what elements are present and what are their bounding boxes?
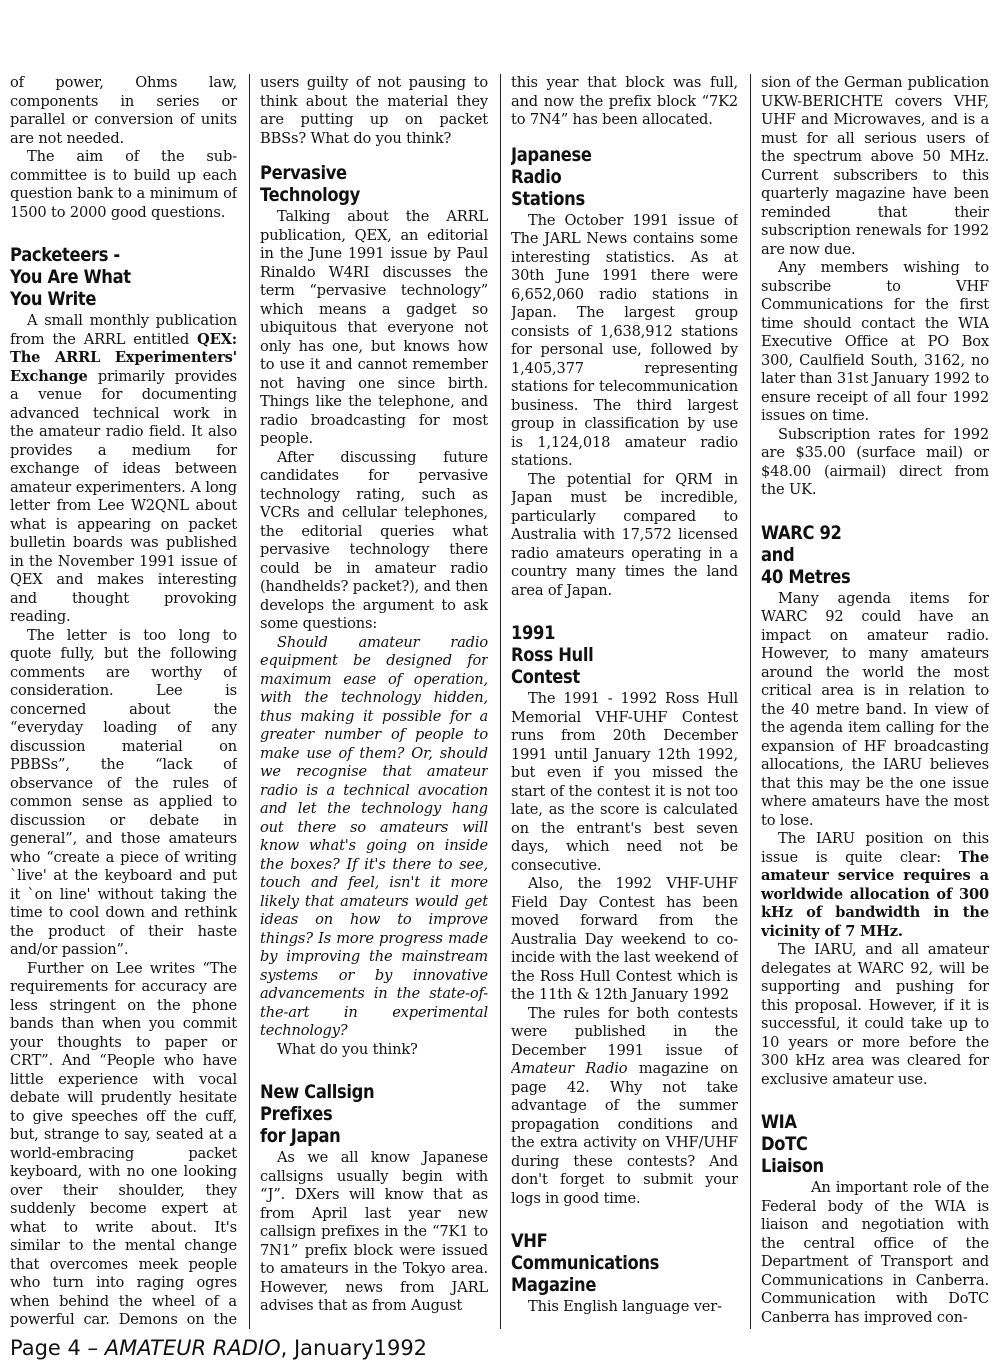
paragraph: The October 1991 issue of The JARL News contains some interesting statistics. As at 30th June 1991 there were 6,652,060 radio stations in Japan. The largest group consists of 1,638,912 stations for personal use, followed by 1,405,377 representing stations for telecommunication business. The third largest group in classification by use is 1,124,018 amateur radio stations.: [511, 211, 738, 469]
qex-title: QEX: The ARRL Experimenters' Exchange: [10, 330, 237, 385]
heading-wia-dotc-liaison: WIA DoTC Liaison: [761, 1111, 824, 1177]
paragraph: of power, Ohms law, components in series or parallel or conversion of units are not needed.: [10, 74, 237, 147]
column-2: [260, 74, 488, 1329]
paragraph: The aim of the sub-committee is to build up each question bank to a minimum of 1500 to 2000 good questions.: [10, 148, 237, 221]
heading-ross-hull-contest: 1991 Ross Hull Contest: [511, 622, 594, 688]
heading-packeteers: Packeteers - You Are What You Write: [10, 244, 131, 310]
paragraph: sion of the German publication UKW-BERICHTE covers VHF, UHF and Microwaves, and is a must for all serious users of the spectrum above 50 MHz. Current subscribers to this quarterly magazine have been reminded that their subscription renewals for 1992 are now due.: [761, 74, 989, 258]
paragraph: As we all know Japanese callsigns usually begin with “J”. DXers will know that as from April last year new callsign prefixes in the “7K1 to 7N1” prefix block were issued to amateurs in the Tokyo area. However, news from JARL advises that as from August: [260, 1149, 488, 1314]
paragraph: Also, the 1992 VHF-UHF Field Day Contest has been moved forward from the Australia Day weekend to co-incide with the last weekend of the Ross Hull Contest which is the 11th & 12th January 1992: [511, 875, 738, 1003]
column-4: [761, 74, 989, 1329]
page-footer: [10, 1335, 427, 1361]
paragraph: This English language ver-: [528, 1298, 722, 1315]
paragraph: this year that block was full, and now the prefix block “7K2 to 7N4” has been allocated.: [511, 74, 738, 128]
heading-japanese-radio-stations: Japanese Radio Stations: [511, 143, 592, 210]
paragraph: The IARU, and all amateur delegates at WARC 92, will be supporting and pushing for this proposal. However, if it is successful, it could take up to 10 years or more before the 300 kHz area was cleared for exclusive amateur use.: [761, 941, 989, 1088]
paragraph: Subscription rates for 1992 are $35.00 (surface mail) or $48.00 (airmail) direct from the UK.: [761, 425, 989, 498]
publication-name: AMATEUR RADIO: [104, 1336, 281, 1360]
heading-new-callsign-prefixes: New Callsign Prefixes for Japan: [260, 1081, 375, 1147]
paragraph: Talking about the ARRL publication, QEX, an editorial in the June 1991 issue by Paul Rinaldo W4RI discusses the term “pervasive technology” which means a gadget so ubiquitous that everyone not only has one, but knows how to use it and cannot remember not having one since birth. Things like the telephone, and radio broadcasting for most people.: [260, 208, 488, 447]
column-3: [511, 74, 738, 1329]
paragraph: users guilty of not pausing to think about the material they are putting up on packet BBSs? What do you think?: [260, 74, 488, 147]
heading-vhf-communications-magazine: VHF Communications Magazine: [511, 1230, 660, 1296]
paragraph: What do you think?: [277, 1040, 418, 1058]
column-1: [10, 74, 237, 1329]
paragraph: The letter is too long to quote fully, but the following comments are worthy of consideration. Lee is concerned about the “everyday loading of any discussion material on PBBSs”, the “lack of observance of the rules of common sense as applied to discussion or debate in general”, and those amateurs who “create a piece of writing `live' at the keyboard and put it `on line' without taking the time to cool down and rethink the product of their haste and/or passion”.: [10, 626, 237, 958]
heading-pervasive-technology: Pervasive Technology: [260, 162, 360, 206]
iaru-position: The amateur service requires a worldwide allocation of 300 kHz of bandwidth in the vicinity of 7 MHz.: [761, 848, 989, 940]
column-divider: [750, 74, 751, 1329]
column-divider: [500, 74, 501, 1329]
page-number: Page 4 –: [10, 1336, 105, 1360]
quoted-questions: Should amateur radio equipment be designed for maximum ease of operation, with the technology hidden, thus making it possible for a greater number of people to make use of them? Or, should we recognise that amateur radio is a technical avocation and let the technology hang out there so amateurs will know what's going on inside the boxes? If it's there to see, touch and feel, isn't it more likely that amateurs would get ideas on how to improve things? Is more progress made by improving the mainstream systems or by innovative advancements in the state-of-the-art in experimental technology?: [260, 633, 488, 1039]
paragraph: Any members wishing to subscribe to VHF Communications for the first time should contact the WIA Executive Office at PO Box 300, Caulfield South, 3162, no later than 31st January 1992 to ensure receipt of all four 1992 issues on time.: [761, 259, 989, 424]
paragraph: Many agenda items for WARC 92 could have an impact on amateur radio. However, to many amateurs around the world the most critical area is in relation to the 40 metre band. In view of the agenda item calling for the expansion of HF broadcasting allocations, the IARU believes that this may be the one issue where amateurs have the most to lose.: [761, 589, 989, 829]
paragraph: An important role of the Federal body of the WIA is liaison and negotiation with the central office of the Department of Transport and Communications in Canberra. Communication with DoTC Canberra has improved con-: [761, 1179, 989, 1326]
column-divider: [249, 74, 250, 1329]
paragraph: The potential for QRM in Japan must be incredible, particularly compared to Australia with 17,572 licensed radio amateurs operating in a country many times the land area of Japan.: [511, 470, 738, 599]
paragraph: A small monthly publication from the ARRL entitled QEX: The ARRL Experimenters' Exchange primarily provides a venue for documenting advanced technical work in the amateur radio field. It also provides a medium for exchange of ideas between amateur experimenters. A long letter from Lee W2QNL about what is appearing on packet bulletin boards was published in the November 1991 issue of QEX and makes interesting and thought provoking reading.: [10, 312, 237, 625]
heading-warc-92-40-metres: WARC 92 and 40 Metres: [761, 521, 851, 588]
paragraph: The 1991 - 1992 Ross Hull Memorial VHF-UHF Contest runs from 20th December 1991 until January 12th 1992, but even if you missed the start of the contest it is not too late, as the score is calculated on the entrant's best seven days, which need not be consecutive.: [511, 690, 738, 874]
paragraph: The rules for both contests were published in the December 1991 issue of Amateur Radio magazine on page 42. Why not take advantage of the summer propagation conditions and the extra activity on VHF/UHF during these contests? And don't forget to submit your logs in good time.: [511, 1004, 738, 1207]
paragraph: After discussing future candidates for pervasive technology rating, such as VCRs and cellular telephones, the editorial queries what pervasive technology there could be in amateur radio (handhelds? packet?), and then develops the argument to ask some questions:: [260, 448, 488, 632]
issue-date: , January1992: [280, 1336, 428, 1360]
paragraph: Further on Lee writes “The requirements for accuracy are less stringent on the phone bands than when you commit your thoughts to paper or CRT”. And “People who have little experience with vocal debate will prudently hesitate to give speeches off the cuff, but, strange to say, seated at a world-embracing packet keyboard, with no one looking over their shoulder, they suddenly become expert at what to write about. It's similar to the mental change that overcomes meek people who turn into raging ogres when behind the wheel of a powerful car. Demons on the: [10, 959, 237, 1328]
paragraph: The IARU position on this issue is quite clear: The amateur service requires a worldwide allocation of 300 kHz of bandwidth in the vicinity of 7 MHz.: [761, 830, 989, 940]
